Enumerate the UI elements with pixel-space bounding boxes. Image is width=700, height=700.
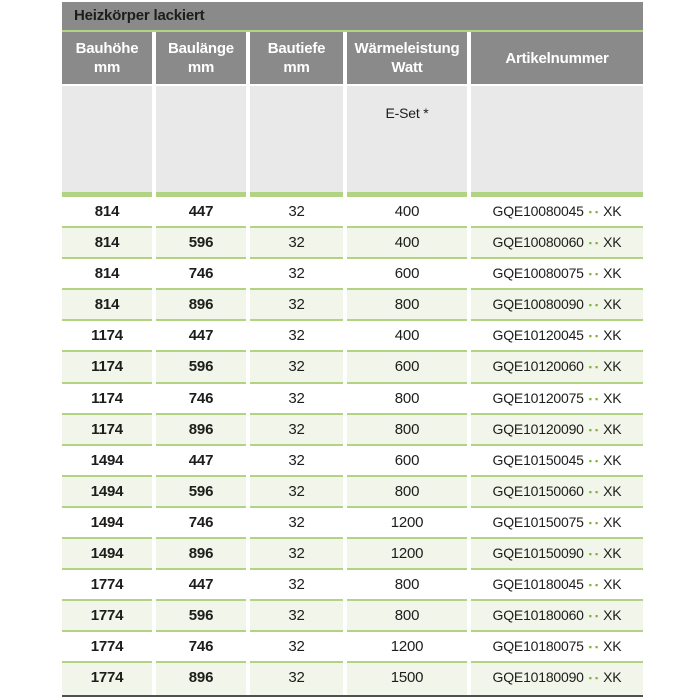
cell-bautiefe: 32 <box>250 508 343 539</box>
cell-waermeleistung: 1500 <box>347 663 467 694</box>
column-header-bautiefe <box>250 32 343 84</box>
cell-baulaenge: 447 <box>156 321 246 352</box>
placeholder-dots-icon: ▪▪ <box>588 362 602 373</box>
placeholder-dots-icon: ▪▪ <box>588 331 602 342</box>
cell-waermeleistung: 1200 <box>347 539 467 570</box>
cell-waermeleistung: 800 <box>347 415 467 446</box>
cell-baulaenge: 746 <box>156 259 246 290</box>
cell-baulaenge: 596 <box>156 601 246 632</box>
cell-baulaenge: 896 <box>156 539 246 570</box>
table-row <box>62 663 643 694</box>
cell-bauhoehe: 1494 <box>62 446 152 477</box>
table-row <box>62 290 643 321</box>
column-unit: mm <box>93 59 121 76</box>
table-row <box>62 539 643 570</box>
table-row <box>62 415 643 446</box>
cell-waermeleistung: 400 <box>347 321 467 352</box>
placeholder-dots-icon: ▪▪ <box>588 393 602 404</box>
cell-waermeleistung: 800 <box>347 477 467 508</box>
cell-bauhoehe: 814 <box>62 290 152 321</box>
subheader-cell-empty <box>62 86 152 192</box>
cell-baulaenge: 896 <box>156 663 246 694</box>
cell-artikelnummer <box>471 663 643 694</box>
artikel-suffix: XK <box>603 420 622 437</box>
artikel-code: GQE10180075 <box>492 638 584 655</box>
placeholder-dots-icon: ▪▪ <box>588 486 602 497</box>
placeholder-dots-icon: ▪▪ <box>588 269 602 280</box>
cell-baulaenge: 896 <box>156 415 246 446</box>
cell-bauhoehe: 1774 <box>62 663 152 694</box>
cell-artikelnummer <box>471 259 643 290</box>
cell-baulaenge: 746 <box>156 384 246 415</box>
cell-baulaenge: 896 <box>156 290 246 321</box>
cell-bauhoehe: 1494 <box>62 508 152 539</box>
table-row <box>62 259 643 290</box>
placeholder-dots-icon: ▪▪ <box>588 517 602 528</box>
artikel-code: GQE10080045 <box>492 203 584 219</box>
cell-bautiefe: 32 <box>250 446 343 477</box>
placeholder-dots-icon: ▪▪ <box>588 673 602 684</box>
artikel-suffix: XK <box>603 576 622 593</box>
cell-baulaenge: 746 <box>156 508 246 539</box>
table-row <box>62 508 643 539</box>
cell-bautiefe: 32 <box>250 570 343 601</box>
artikel-suffix: XK <box>603 389 622 406</box>
column-label: Bautiefe <box>267 40 326 57</box>
cell-bauhoehe: 814 <box>62 197 152 228</box>
cell-bautiefe: 32 <box>250 321 343 352</box>
column-label: Wärmeleistung <box>354 40 460 57</box>
cell-artikelnummer <box>471 601 643 632</box>
artikel-code: GQE10080060 <box>492 234 584 251</box>
cell-baulaenge: 447 <box>156 446 246 477</box>
subheader-cell-empty <box>156 86 246 192</box>
cell-artikelnummer <box>471 477 643 508</box>
cell-bautiefe: 32 <box>250 601 343 632</box>
cell-bautiefe: 32 <box>250 663 343 694</box>
artikel-suffix: XK <box>603 545 622 562</box>
placeholder-dots-icon: ▪▪ <box>588 549 602 560</box>
cell-waermeleistung: 1200 <box>347 632 467 663</box>
cell-baulaenge: 447 <box>156 570 246 601</box>
cell-artikelnummer <box>471 539 643 570</box>
artikel-code: GQE10120045 <box>492 327 584 344</box>
column-header-artikelnummer <box>471 32 643 84</box>
artikel-suffix: XK <box>603 451 622 468</box>
cell-bautiefe: 32 <box>250 228 343 259</box>
column-unit: Watt <box>391 59 423 76</box>
cell-baulaenge: 746 <box>156 632 246 663</box>
cell-artikelnummer <box>471 352 643 383</box>
cell-baulaenge: 596 <box>156 228 246 259</box>
cell-bautiefe: 32 <box>250 352 343 383</box>
cell-artikelnummer <box>471 197 643 228</box>
artikel-code: GQE10180090 <box>492 669 584 686</box>
cell-artikelnummer <box>471 228 643 259</box>
column-unit: mm <box>283 59 310 76</box>
cell-waermeleistung: 800 <box>347 570 467 601</box>
placeholder-dots-icon: ▪▪ <box>588 300 602 311</box>
cell-waermeleistung: 400 <box>347 228 467 259</box>
subheader-eset-label: E-Set * <box>347 86 467 192</box>
artikel-suffix: XK <box>603 669 622 686</box>
artikel-suffix: XK <box>603 203 622 219</box>
cell-bauhoehe: 1174 <box>62 352 152 383</box>
artikel-code: GQE10080075 <box>492 265 584 282</box>
table-row <box>62 197 643 228</box>
cell-waermeleistung: 800 <box>347 601 467 632</box>
table-row <box>62 570 643 601</box>
table-row <box>62 477 643 508</box>
cell-baulaenge: 447 <box>156 197 246 228</box>
cell-waermeleistung: 600 <box>347 352 467 383</box>
table-row <box>62 601 643 632</box>
artikel-code: GQE10150090 <box>492 545 584 562</box>
column-unit: mm <box>187 59 215 76</box>
cell-bautiefe: 32 <box>250 632 343 663</box>
table-row <box>62 321 643 352</box>
placeholder-dots-icon: ▪▪ <box>588 207 602 217</box>
placeholder-dots-icon: ▪▪ <box>588 580 602 591</box>
cell-bauhoehe: 814 <box>62 228 152 259</box>
cell-artikelnummer <box>471 632 643 663</box>
cell-bauhoehe: 1774 <box>62 601 152 632</box>
cell-artikelnummer <box>471 570 643 601</box>
placeholder-dots-icon: ▪▪ <box>588 238 602 249</box>
cell-baulaenge: 596 <box>156 477 246 508</box>
column-label: Bauhöhe <box>75 40 139 57</box>
artikel-code: GQE10120060 <box>492 358 584 375</box>
cell-artikelnummer <box>471 321 643 352</box>
cell-artikelnummer <box>471 446 643 477</box>
artikel-suffix: XK <box>603 234 622 251</box>
table-subheader-row <box>62 86 643 192</box>
cell-bautiefe: 32 <box>250 539 343 570</box>
cell-bauhoehe: 1494 <box>62 539 152 570</box>
table-header-row <box>62 32 643 84</box>
cell-bauhoehe: 1174 <box>62 384 152 415</box>
table-bottom-border <box>62 695 643 697</box>
cell-waermeleistung: 400 <box>347 197 467 228</box>
cell-bauhoehe: 1494 <box>62 477 152 508</box>
placeholder-dots-icon: ▪▪ <box>588 424 602 435</box>
placeholder-dots-icon: ▪▪ <box>588 455 602 466</box>
artikel-code: GQE10150075 <box>492 513 584 530</box>
artikel-code: GQE10180060 <box>492 607 584 624</box>
table-body <box>62 197 643 695</box>
table-row <box>62 352 643 383</box>
cell-baulaenge: 596 <box>156 352 246 383</box>
artikel-suffix: XK <box>603 265 622 282</box>
cell-bauhoehe: 1774 <box>62 632 152 663</box>
cell-bautiefe: 32 <box>250 384 343 415</box>
cell-waermeleistung: 600 <box>347 446 467 477</box>
table-row <box>62 632 643 663</box>
placeholder-dots-icon: ▪▪ <box>588 642 602 653</box>
artikel-suffix: XK <box>603 358 622 375</box>
cell-artikelnummer <box>471 415 643 446</box>
table-title: Heizkörper lackiert <box>62 2 643 30</box>
subheader-cell-empty <box>471 86 643 192</box>
column-header-baulaenge <box>156 32 246 84</box>
artikel-suffix: XK <box>603 607 622 624</box>
artikel-code: GQE10120090 <box>492 420 584 437</box>
table-row <box>62 228 643 259</box>
artikel-code: GQE10180045 <box>492 576 584 593</box>
cell-bauhoehe: 1774 <box>62 570 152 601</box>
cell-bauhoehe: 814 <box>62 259 152 290</box>
product-table <box>62 2 643 697</box>
column-header-waermeleistung <box>347 32 467 84</box>
artikel-suffix: XK <box>603 482 622 499</box>
artikel-code: GQE10150060 <box>492 482 584 499</box>
cell-bauhoehe: 1174 <box>62 321 152 352</box>
column-label: Artikelnummer <box>505 49 609 67</box>
table-row <box>62 446 643 477</box>
cell-bautiefe: 32 <box>250 290 343 321</box>
artikel-suffix: XK <box>603 327 622 344</box>
column-label: Baulänge <box>168 40 234 57</box>
cell-waermeleistung: 600 <box>347 259 467 290</box>
table-row <box>62 384 643 415</box>
cell-bautiefe: 32 <box>250 415 343 446</box>
artikel-suffix: XK <box>603 638 622 655</box>
artikel-code: GQE10120075 <box>492 389 584 406</box>
cell-bauhoehe: 1174 <box>62 415 152 446</box>
artikel-suffix: XK <box>603 513 622 530</box>
column-header-bauhoehe <box>62 32 152 84</box>
cell-waermeleistung: 800 <box>347 290 467 321</box>
artikel-code: GQE10080090 <box>492 296 584 313</box>
subheader-cell-empty <box>250 86 343 192</box>
cell-bautiefe: 32 <box>250 259 343 290</box>
cell-artikelnummer <box>471 384 643 415</box>
cell-waermeleistung: 800 <box>347 384 467 415</box>
artikel-code: GQE10150045 <box>492 451 584 468</box>
artikel-suffix: XK <box>603 296 622 313</box>
cell-artikelnummer <box>471 290 643 321</box>
placeholder-dots-icon: ▪▪ <box>588 611 602 622</box>
cell-bautiefe: 32 <box>250 197 343 228</box>
cell-waermeleistung: 1200 <box>347 508 467 539</box>
cell-bautiefe: 32 <box>250 477 343 508</box>
cell-artikelnummer <box>471 508 643 539</box>
